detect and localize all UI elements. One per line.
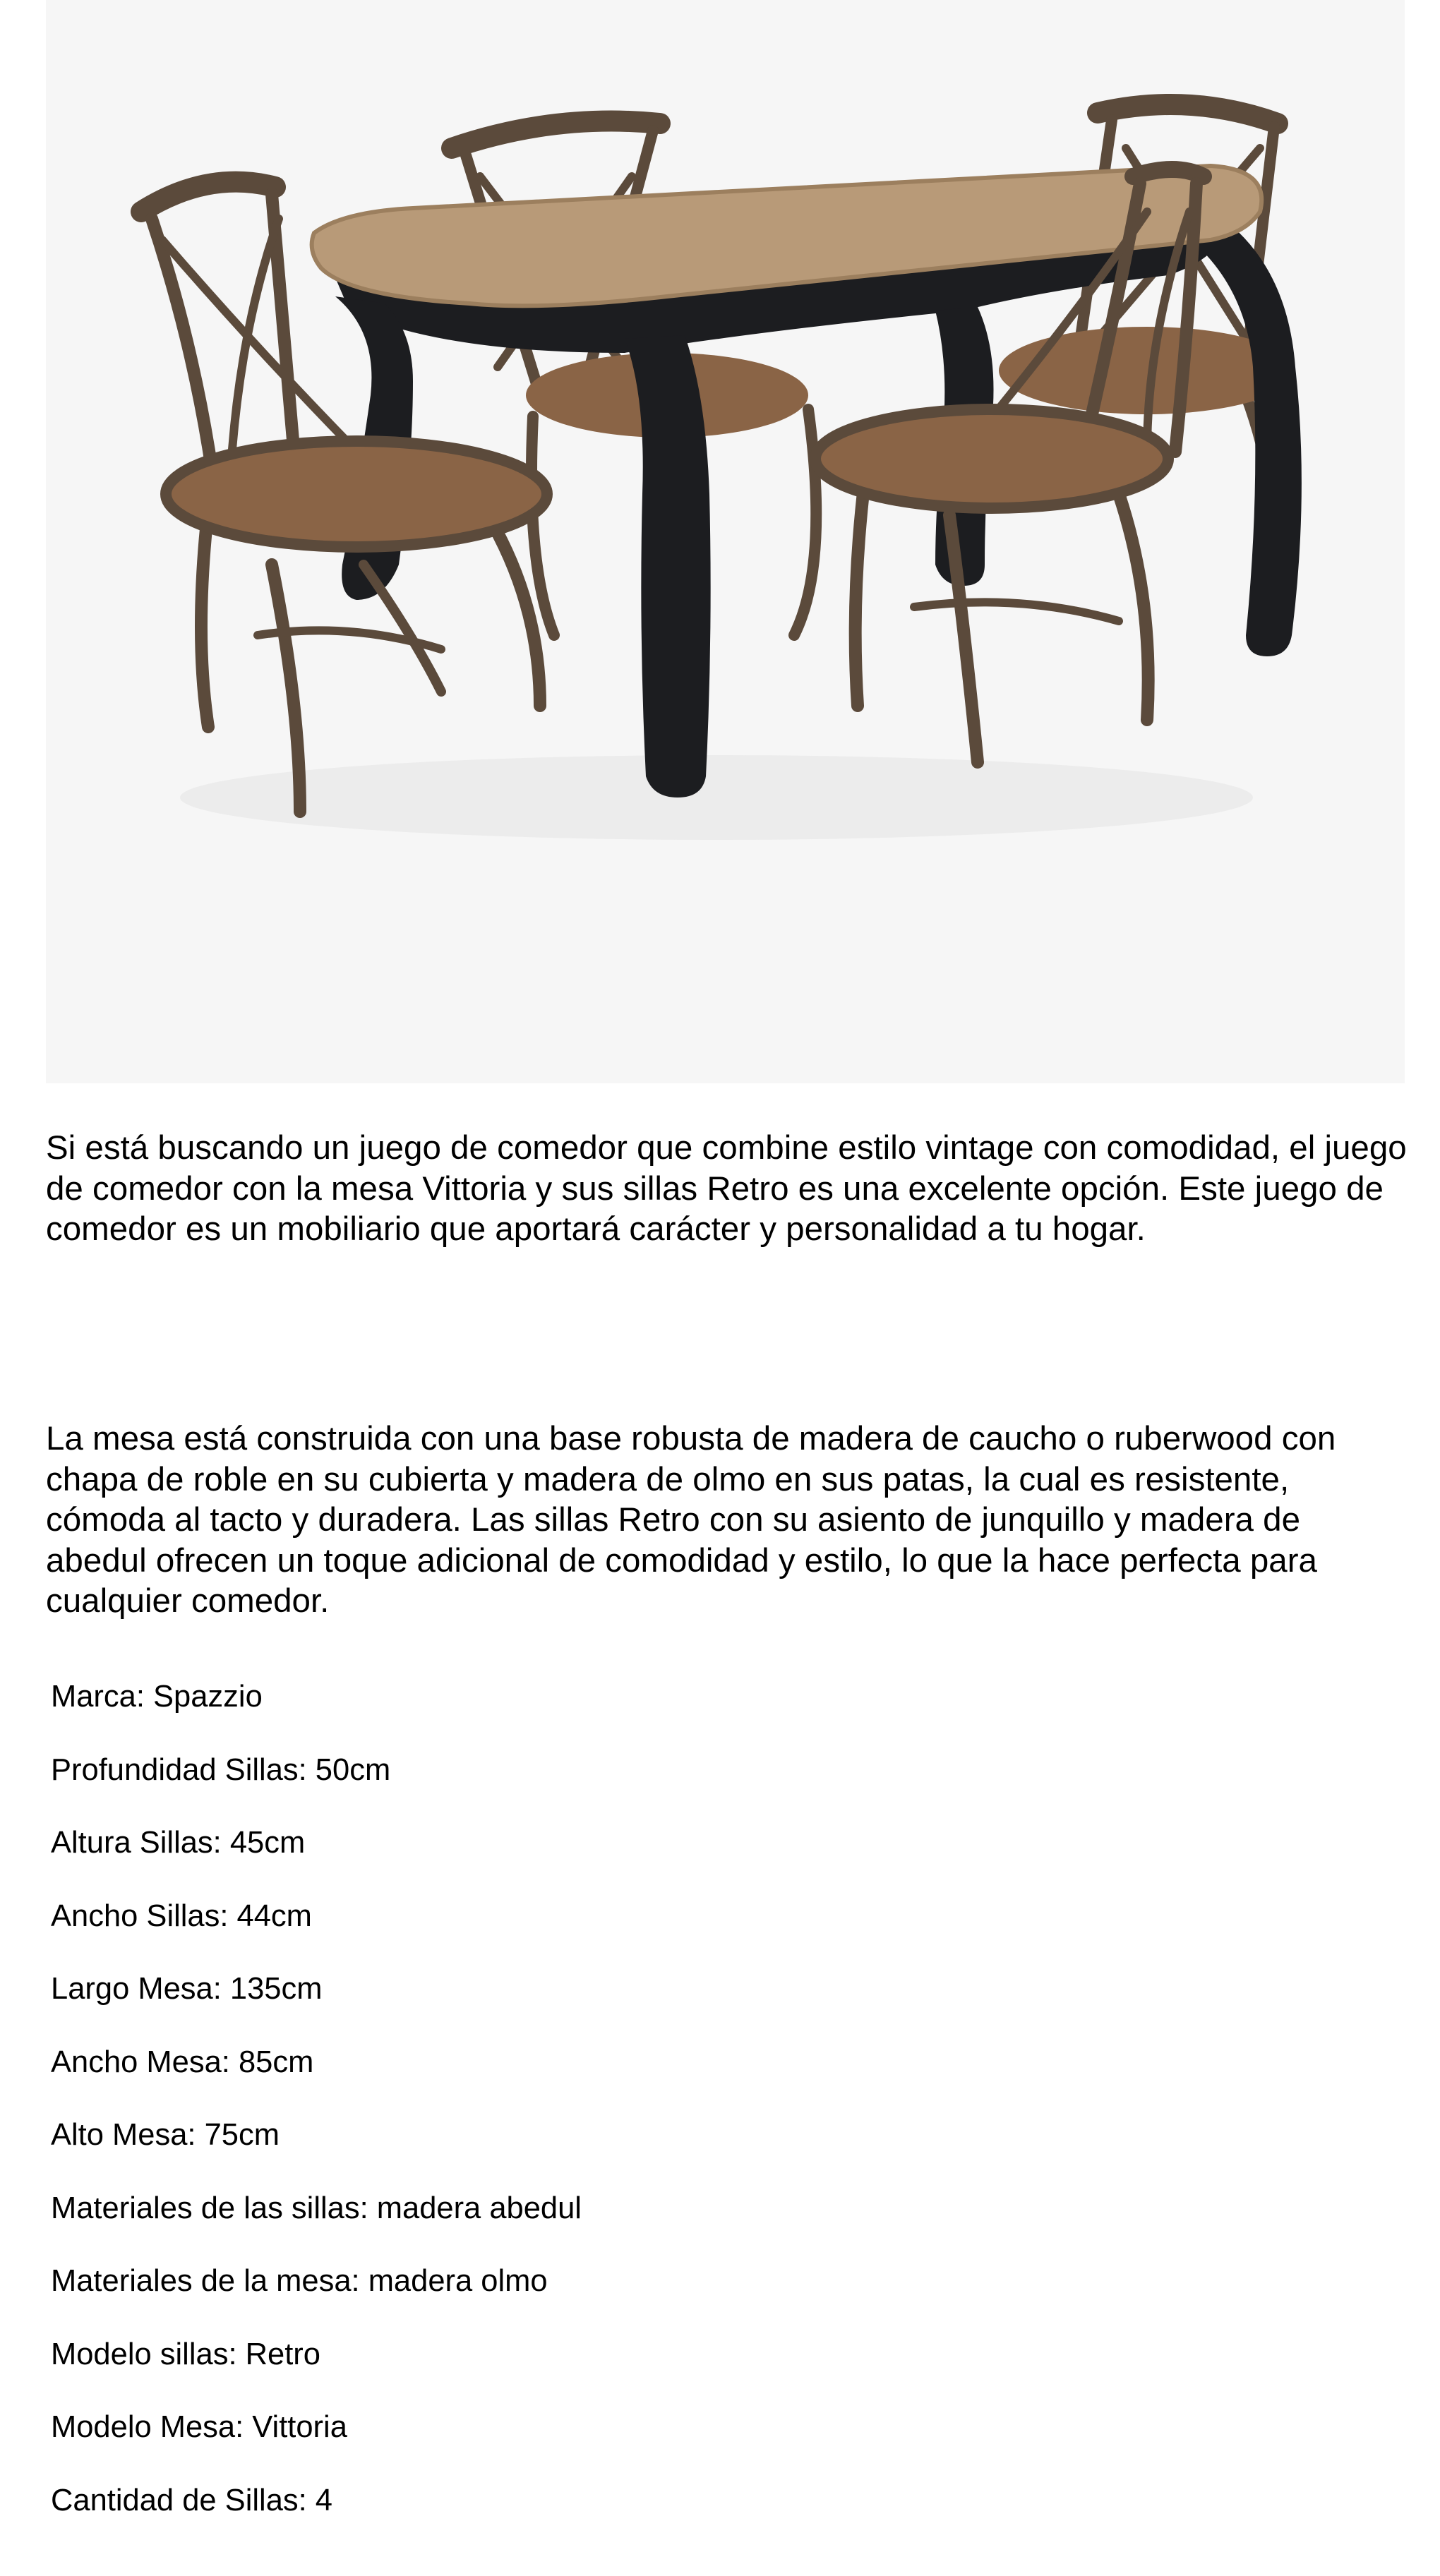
spec-table-height: Alto Mesa: 75cm	[51, 2118, 280, 2152]
spec-chair-materials: Materiales de las sillas: madera abedul	[51, 2191, 582, 2225]
product-image	[46, 0, 1405, 1083]
spec-table-materials: Materiales de la mesa: madera olmo	[51, 2264, 548, 2298]
spec-table-width: Ancho Mesa: 85cm	[51, 2045, 314, 2079]
spec-table-length: Largo Mesa: 135cm	[51, 1972, 323, 2006]
dining-set-illustration	[46, 0, 1405, 1083]
spec-table-model: Modelo Mesa: Vittoria	[51, 2410, 347, 2444]
spec-list	[51, 1678, 582, 2555]
description-paragraph-intro: Si está buscando un juego de comedor que combine estilo vintage con comodidad, el juego de comedor con la mesa Vittoria y sus sillas Retro es una excelente opción. Este juego de comedor es un mobiliario que aportará carácter y personalidad a tu hogar.	[46, 1129, 1407, 1248]
description-paragraph-materials: La mesa está construida con una base robusta de madera de caucho o ruberwood con chapa de roble en su cubierta y madera de olmo en sus patas, la cual es resistente, cómoda al tacto y duradera. Las sillas Retro con su asiento de junquillo y madera de abedul ofrecen un toque adicional de comodidad y estilo, lo que la hace perfecta para cualquier comedor.	[46, 1420, 1336, 1620]
spec-chair-depth: Profundidad Sillas: 50cm	[51, 1752, 391, 1787]
spec-chair-quantity: Cantidad de Sillas: 4	[51, 2483, 332, 2517]
spec-chair-width: Ancho Sillas: 44cm	[51, 1898, 312, 1933]
spec-brand: Marca: Spazzio	[51, 1680, 263, 1714]
spec-chair-height: Altura Sillas: 45cm	[51, 1826, 306, 1860]
spec-chair-model: Modelo sillas: Retro	[51, 2337, 320, 2371]
